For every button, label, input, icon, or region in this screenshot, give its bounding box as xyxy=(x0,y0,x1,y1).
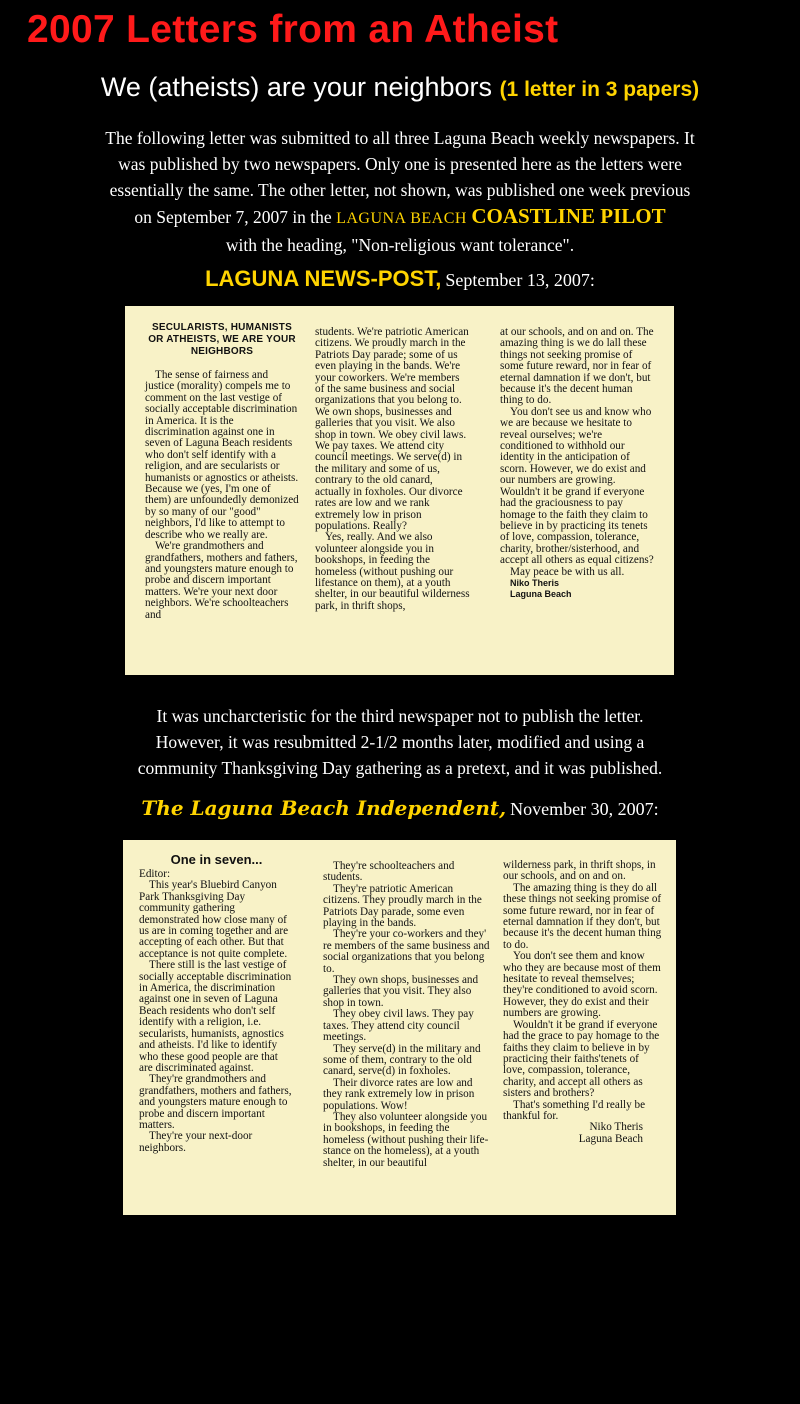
intro2-line3: community Thanksgiving Day gathering as a pretext, and it was published. xyxy=(137,758,663,778)
subtitle-note: (1 letter in 3 papers) xyxy=(499,78,700,101)
intro1-line1: The following letter was submitted to all three Laguna Beach weekly newspapers. It xyxy=(105,128,695,148)
intro2-line1: It was uncharcteristic for the third newspaper not to publish the letter. xyxy=(156,706,644,726)
newspost-headline xyxy=(145,322,299,358)
paragraph: They're your next-door neighbors. xyxy=(139,1130,253,1154)
independent-date: November 30, 2007: xyxy=(510,799,659,819)
paragraph: You don't see us and know who we are because we hesitate to reveal ourselves; we're conditioned to withhold our identity in the anticipation of scorn. However, we do exist and our numbers are growing. Wouldn't it be grand if everyone had the graciousness to pay homage to the faith they claim to believe in by practicing its tenets of love, compassion, tolerance, charity, brother/sisterhood, and accept all others as equal citizens? xyxy=(500,405,654,567)
independent-headline: One in seven... xyxy=(170,852,263,867)
paragraph: The sense of fairness and justice (morality) compels me to comment on the last vestige of socially acceptable discrimination in America. It is the discrimination against one in seven of Laguna Beach residents who don't self identify with a religion, and are secularists or humanists or agnostics or atheists. Because we (yes, I'm one of them) are unfoundedly demonized by so many of our "good" neighbors, I'd like to attempt to describe who we really are. xyxy=(145,369,299,541)
paragraph: There still is the last vestige of socially acceptable discrimination in America, the discrimination against one in seven of Laguna Beach residents who don't self identify with a religion, i.e. secularists, humanists, agnostics and atheists. I'd like to identify who these good people are that are discriminated against. xyxy=(139,959,292,1074)
paragraph: We're grandmothers and grandfathers, mothers and fathers, and youngsters mature enough to probe and discern important matters. We're your next door neighbors. We're schoolteachers and xyxy=(145,540,298,621)
paragraph: Their divorce rates are low and they rank extremely low in prison populations. Wow! xyxy=(323,1076,475,1112)
newspost-headline-line: NEIGHBORS xyxy=(190,346,254,357)
paragraph: May peace be with us all. xyxy=(510,565,625,578)
intro2-line2: However, it was resubmitted 2-1/2 months later, modified and using a xyxy=(155,732,645,752)
subtitle-main: We (atheists) are your neighbors xyxy=(100,72,493,102)
paragraph: They're patriotic American citizens. They proudly march in the Patriots Day parade, some even playing in the bands. xyxy=(323,882,482,930)
paragraph: They also volunteer alongside you in bookshops, in feeding the homeless (without pushing their life-stance on the homeless), at a youth shelter, in our beautiful xyxy=(323,1110,489,1169)
newspost-column-3 xyxy=(500,327,655,600)
independent-clipping xyxy=(123,840,676,1215)
independent-signature-place: Laguna Beach xyxy=(578,1132,643,1145)
coastline-pilot-name: COASTLINE PILOT xyxy=(471,204,666,228)
paragraph: They serve(d) in the military and some of them, contrary to the old canard, serve(d) in foxholes. xyxy=(323,1042,481,1078)
independent-paper-name: The Laguna Beach Independent, xyxy=(141,796,507,820)
paragraph: Editor: xyxy=(139,868,171,880)
newspost-headline-line: OR ATHEISTS, WE ARE YOUR xyxy=(148,334,296,345)
paragraph: That's something I'd really be thankful for. xyxy=(503,1098,646,1122)
coastline-pilot-city: LAGUNA BEACH xyxy=(336,210,467,227)
paragraph: Yes, really. And we also volunteer alongside you in bookshops, in feeding the homeless (without pushing our lifestance on them), at a youth shelter, in our beautiful wilderness park, in thrift shops, xyxy=(315,531,470,612)
intro1-line4-text: on September 7, 2007 in the xyxy=(134,207,332,227)
newspost-clipping xyxy=(125,306,674,675)
intro1-line2: was published by two newspapers. Only one is presented here as the letters were xyxy=(118,154,682,174)
independent-signature-name: Niko Theris xyxy=(589,1121,643,1134)
intro-paragraph-2 xyxy=(40,703,760,781)
independent-column-1 xyxy=(139,853,294,1154)
paragraph: They're schoolteachers and students. xyxy=(323,860,455,884)
newspost-signature-place: Laguna Beach xyxy=(510,588,572,599)
paragraph: You don't see them and know who they are because most of them hesitate to reveal themselves; they're conditioned to avoid scorn. However, they do exist and their numbers are growing. xyxy=(503,950,661,1020)
intro1-line5: with the heading, "Non-religious want tolerance". xyxy=(225,235,575,255)
newspost-heading xyxy=(0,266,800,292)
newspost-signature-name: Niko Theris xyxy=(510,577,560,588)
intro1-line3: essentially the same. The other letter, not shown, was published one week previous xyxy=(109,180,691,200)
paragraph: at our schools, and on and on. The amazing thing is we do lall these things not seeking promise of some future reward, nor in fear of eternal damnation if we don't, but because it's the decent human thing to do. xyxy=(500,326,654,407)
paragraph: Wouldn't it be grand if everyone had the grace to pay homage to the faiths they claim to believe in by practicing their faiths'tenets of love, compassion, tolerance, charity, and accept all others as sisters and brothers? xyxy=(503,1018,660,1100)
newspost-column-1 xyxy=(145,322,299,621)
independent-column-3 xyxy=(503,860,663,1145)
paragraph: The amazing thing is they do all these things not seeking promise of some future reward, nor in fear of eternal damnation if they don't, but because it's the decent human thing to do. xyxy=(503,881,662,951)
independent-heading xyxy=(0,796,800,820)
paragraph: This year's Bluebird Canyon Park Thanksgiving Day community gathering demonstrated how close many of us are in coming together and are accepting of each other. But that acceptance is not quite complete. xyxy=(139,879,289,960)
paragraph: students. We're patriotic American citizens. We proudly march in the Patriots Day parade; some of us even playing in the bands. We're your coworkers. We're members of the same business and social organizations that you belong to. We own shops, businesses and galleries that you visit. We also shop in town. We obey civil laws. We pay taxes. We attend city council meetings. We serve(d) in the military and some of us, contrary to the old canard, actually in foxholes. Our divorce rates are low and we rank extremely low in prison populations. Really? xyxy=(315,326,469,532)
newspost-headline-line: SECULARISTS, HUMANISTS xyxy=(152,322,292,333)
newspost-date: September 13, 2007: xyxy=(445,270,595,290)
paragraph: They're your co-workers and they' re members of the same business and social organizations that you belong to. xyxy=(323,928,490,975)
independent-column-2 xyxy=(323,861,491,1169)
page-title: 2007 Letters from an Atheist xyxy=(27,8,559,51)
intro1-line4 xyxy=(40,203,760,232)
newspost-paper-name: LAGUNA NEWS-POST, xyxy=(205,266,442,291)
paragraph: They're grandmothers and grandfathers, mothers and fathers, and youngsters mature enough to probe and discern important matters. xyxy=(139,1073,292,1131)
paragraph: They own shops, businesses and galleries that you visit. They also shop in town. xyxy=(323,974,479,1009)
paragraph: wilderness park, in thrift shops, in our schools, and on and on. xyxy=(503,859,656,883)
intro-paragraph-1 xyxy=(40,125,760,258)
page-subtitle xyxy=(0,72,800,103)
paragraph: They obey civil laws. They pay taxes. They attend city council meetings. xyxy=(323,1008,474,1044)
newspost-column-2 xyxy=(315,327,470,612)
